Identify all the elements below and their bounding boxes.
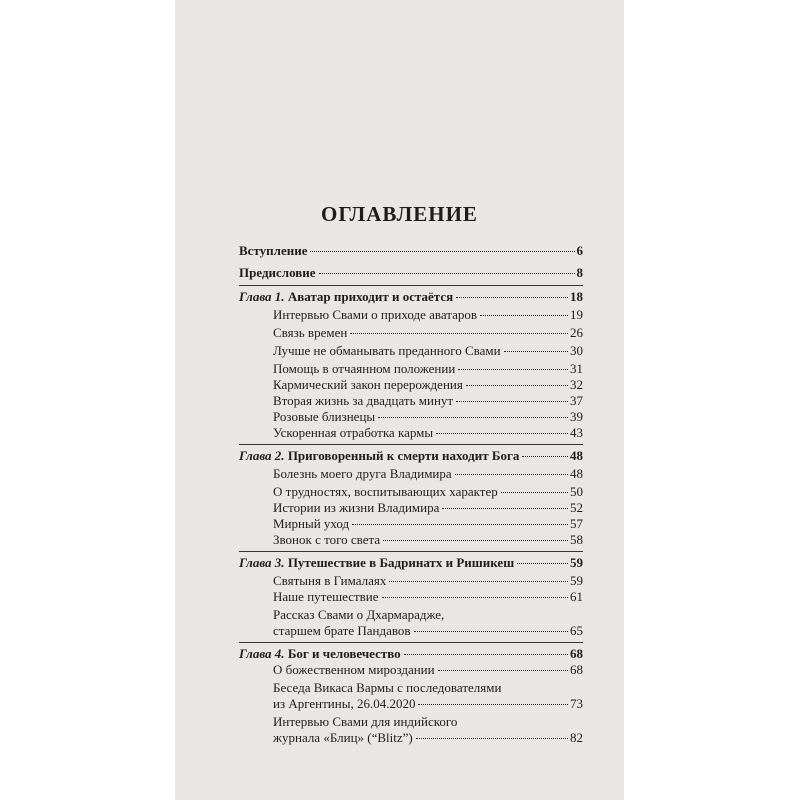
chapter-heading xyxy=(239,646,401,662)
section-page: 50 xyxy=(570,484,583,499)
toc-section[interactable] xyxy=(273,393,583,409)
section-title: О божественном мироздании xyxy=(273,662,435,677)
dot-leader xyxy=(436,433,568,434)
chapter-label: Глава 4. xyxy=(239,646,285,661)
toc-entry-predislovie[interactable] xyxy=(239,265,583,281)
dot-leader xyxy=(352,524,568,525)
toc-section[interactable] xyxy=(273,696,583,712)
dot-leader xyxy=(414,631,568,632)
entry-page: 8 xyxy=(576,265,583,280)
dot-leader xyxy=(466,385,568,386)
section-title: Вторая жизнь за двадцать минут xyxy=(273,393,454,408)
section-title: Мирный уход xyxy=(273,516,350,531)
section-page: 57 xyxy=(570,516,583,531)
toc-chapter-2[interactable] xyxy=(239,448,583,464)
dot-leader xyxy=(310,251,574,252)
section-title: Лучше не обманывать преданного Свами xyxy=(273,343,501,358)
toc-section[interactable] xyxy=(273,623,583,639)
dot-leader xyxy=(455,474,568,475)
section-divider xyxy=(239,551,583,552)
chapter-title: Аватар приходит и остаётся xyxy=(287,289,454,304)
entry-title: Вступление xyxy=(239,243,308,258)
section-title: из Аргентины, 26.04.2020 xyxy=(273,696,416,711)
toc-section[interactable] xyxy=(273,343,583,359)
dot-leader xyxy=(442,508,568,509)
section-title: старшем брате Пандавов xyxy=(273,623,411,638)
section-title: Болезнь моего друга Владимира xyxy=(273,466,452,481)
toc-entry-vstuplenie[interactable] xyxy=(239,243,583,259)
toc-section[interactable] xyxy=(273,361,583,377)
section-title: Интервью Свами о приходе аватаров xyxy=(273,307,478,322)
chapter-label: Глава 1. xyxy=(239,289,285,304)
toc-chapter-4[interactable] xyxy=(239,646,583,662)
chapter-title: Путешествие в Бадринатх и Ришикеш xyxy=(287,555,515,570)
section-title: Звонок с того света xyxy=(273,532,381,547)
toc-section[interactable] xyxy=(273,466,583,482)
dot-leader xyxy=(522,456,568,457)
section-title: Кармический закон перерождения xyxy=(273,377,463,392)
toc-section[interactable] xyxy=(273,377,583,393)
book-page xyxy=(175,0,624,800)
dot-leader xyxy=(517,563,568,564)
dot-leader xyxy=(416,738,568,739)
dot-leader xyxy=(383,540,568,541)
section-page: 59 xyxy=(570,573,583,588)
dot-leader xyxy=(438,670,568,671)
toc-chapter-1[interactable] xyxy=(239,289,583,305)
section-page: 68 xyxy=(570,662,583,677)
chapter-heading xyxy=(239,448,519,464)
section-divider xyxy=(239,285,583,286)
dot-leader xyxy=(501,492,568,493)
section-page: 48 xyxy=(570,466,583,481)
dot-leader xyxy=(378,417,568,418)
section-page: 61 xyxy=(570,589,583,604)
chapter-title: Бог и человечество xyxy=(287,646,401,661)
dot-leader xyxy=(456,401,568,402)
section-page: 31 xyxy=(570,361,583,376)
section-title: журнала «Блиц» (“Blitz”) xyxy=(273,730,413,745)
dot-leader xyxy=(319,273,575,274)
chapter-label: Глава 2. xyxy=(239,448,285,463)
section-title: О трудностях, воспитывающих характер xyxy=(273,484,498,499)
toc-section[interactable] xyxy=(273,573,583,589)
section-page: 32 xyxy=(570,377,583,392)
dot-leader xyxy=(404,654,568,655)
section-page: 65 xyxy=(570,623,583,638)
dot-leader xyxy=(350,333,568,334)
chapter-page: 59 xyxy=(570,555,583,570)
dot-leader xyxy=(418,704,568,705)
toc-section[interactable] xyxy=(273,589,583,605)
section-title: Связь времен xyxy=(273,325,348,340)
section-title: Святыня в Гималаях xyxy=(273,573,387,588)
entry-page: 6 xyxy=(576,243,583,258)
toc-section[interactable] xyxy=(273,662,583,678)
section-title: Помощь в отчаянном положении xyxy=(273,361,456,376)
section-title-line1: Рассказ Свами о Дхармарадже, xyxy=(273,607,445,622)
section-page: 39 xyxy=(570,409,583,424)
toc-section[interactable] xyxy=(273,325,583,341)
chapter-heading xyxy=(239,555,514,571)
section-page: 82 xyxy=(570,730,583,745)
section-page: 43 xyxy=(570,425,583,440)
dot-leader xyxy=(480,315,568,316)
dot-leader xyxy=(456,297,568,298)
toc-section[interactable] xyxy=(273,409,583,425)
section-divider xyxy=(239,642,583,643)
toc-section[interactable] xyxy=(273,500,583,516)
section-divider xyxy=(239,444,583,445)
dot-leader xyxy=(458,369,568,370)
section-page: 30 xyxy=(570,343,583,358)
chapter-label: Глава 3. xyxy=(239,555,285,570)
section-page: 19 xyxy=(570,307,583,322)
dot-leader xyxy=(504,351,568,352)
entry-title: Предисловие xyxy=(239,265,316,280)
chapter-page: 68 xyxy=(570,646,583,661)
toc-section[interactable] xyxy=(273,516,583,532)
section-title: Ускоренная отработка кармы xyxy=(273,425,434,440)
dot-leader xyxy=(389,581,568,582)
toc-chapter-3[interactable] xyxy=(239,555,583,571)
toc-section[interactable] xyxy=(273,307,583,323)
section-title: Наше путешествие xyxy=(273,589,379,604)
chapter-page: 18 xyxy=(570,289,583,304)
section-title: Истории из жизни Владимира xyxy=(273,500,440,515)
section-page: 52 xyxy=(570,500,583,515)
section-title: Розовые близнецы xyxy=(273,409,376,424)
section-page: 37 xyxy=(570,393,583,408)
section-title-line1: Беседа Викаса Вармы с последователями xyxy=(273,680,502,695)
section-page: 58 xyxy=(570,532,583,547)
section-page: 73 xyxy=(570,696,583,711)
chapter-heading xyxy=(239,289,453,305)
dot-leader xyxy=(382,597,568,598)
chapter-title: Приговоренный к смерти находит Бога xyxy=(287,448,520,463)
toc-section[interactable] xyxy=(273,484,583,500)
toc-section[interactable] xyxy=(273,532,583,548)
toc-heading: ОГЛАВЛЕНИЕ xyxy=(321,202,478,226)
toc-section[interactable] xyxy=(273,425,583,441)
chapter-page: 48 xyxy=(570,448,583,463)
section-title-line1: Интервью Свами для индийского xyxy=(273,714,458,729)
toc-section[interactable] xyxy=(273,730,583,746)
section-page: 26 xyxy=(570,325,583,340)
